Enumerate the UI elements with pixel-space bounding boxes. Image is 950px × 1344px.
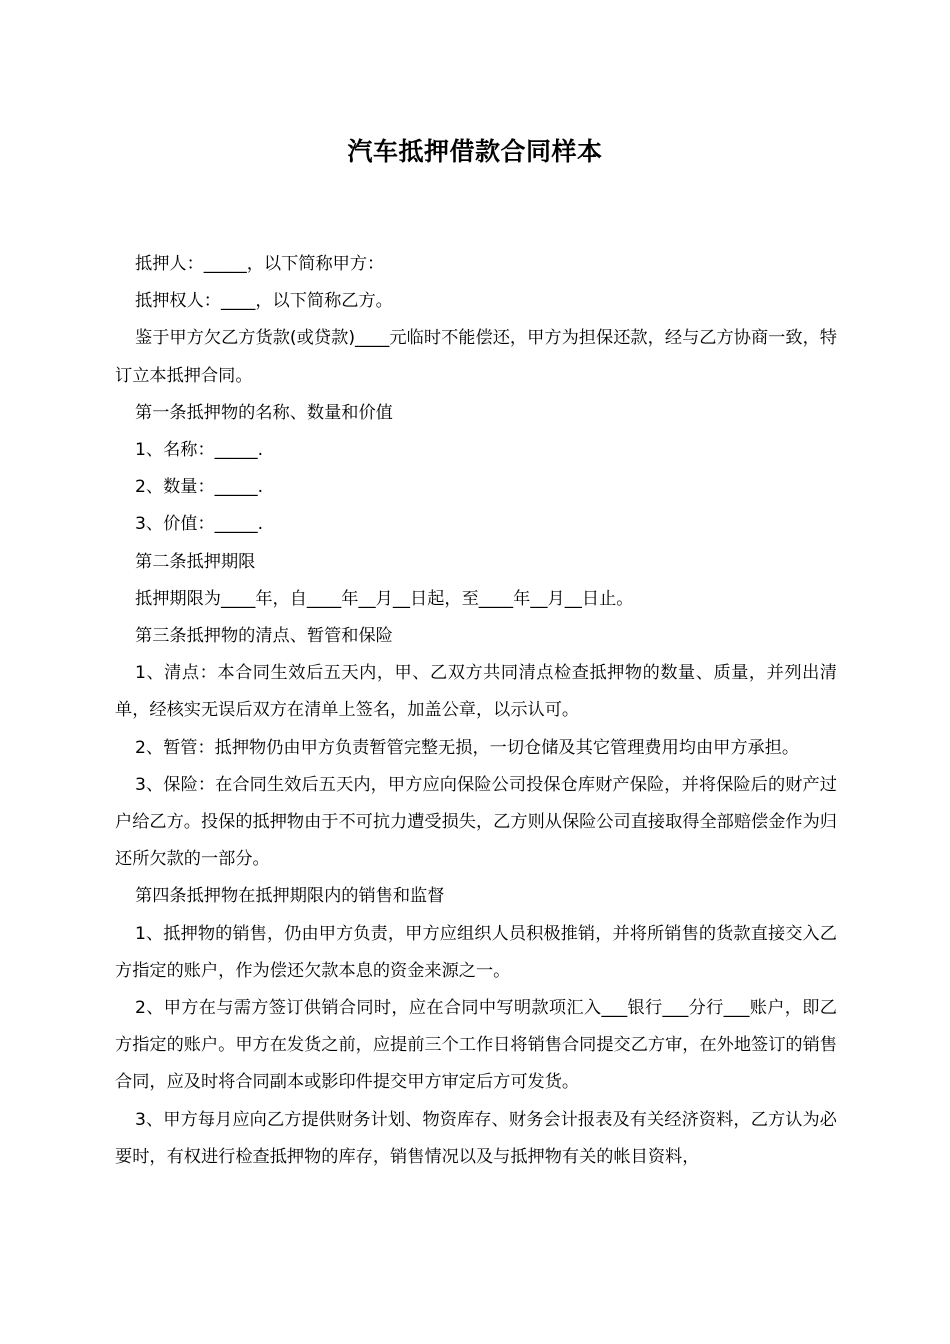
article-2-term: 抵押期限为____年，自____年__月__日起，至____年__月__日止。: [135, 588, 634, 609]
paragraph-preamble: 鉴于甲方欠乙方货款(或贷款)____元临时不能偿还，甲方为担保还款，经与乙方协商一致，特订立本抵押合同。: [115, 328, 837, 386]
paragraph-mortgagee: 抵押权人：____，以下简称乙方。: [135, 291, 393, 312]
document-title: 汽车抵押借款合同样本: [347, 137, 603, 166]
article-4-heading: 第四条抵押物在抵押期限内的销售和监督: [135, 886, 445, 907]
article-2-heading: 第二条抵押期限: [135, 551, 256, 572]
article-1-heading: 第一条抵押物的名称、数量和价值: [135, 402, 393, 423]
article-1-item-quantity: 2、数量：_____.: [135, 477, 264, 498]
article-1-item-name: 1、名称：_____.: [135, 440, 264, 461]
article-4-item-contracts: 2、甲方在与需方签订供销合同时，应在合同中写明款项汇入___银行___分行___账户，即乙方指定的账户。甲方在发货之前，应提前三个工作日将销售合同提交乙方审，在外地签订的销售合同，应及时将合同副本或影印件提交甲方审定后方可发货。: [115, 998, 837, 1093]
article-3-item-insurance: 3、保险：在合同生效后五天内，甲方应向保险公司投保仓库财产保险，并将保险后的财产过户给乙方。投保的抵押物由于不可抗力遭受损失，乙方则从保险公司直接取得全部赔偿金作为归还所欠款的一部分。: [115, 774, 837, 870]
article-1-item-value: 3、价值：_____.: [135, 514, 264, 535]
article-4-item-sales: 1、抵押物的销售，仍由甲方负责，甲方应组织人员积极推销，并将所销售的货款直接交入乙方指定的账户，作为偿还欠款本息的资金来源之一。: [115, 923, 837, 981]
article-3-heading: 第三条抵押物的清点、暂管和保险: [135, 626, 393, 647]
document-body: [115, 246, 837, 1176]
article-4-item-reports: 3、甲方每月应向乙方提供财务计划、物资库存、财务会计报表及有关经济资料，乙方认为必要时，有权进行检查抵押物的库存，销售情况以及与抵押物有关的帐目资料，: [115, 1109, 837, 1167]
article-3-item-custody: 2、暂管：抵押物仍由甲方负责暂管完整无损，一切仓储及其它管理费用均由甲方承担。: [135, 737, 800, 758]
paragraph-mortgagor: 抵押人：_____，以下简称甲方：: [135, 254, 385, 274]
article-3-item-inventory: 1、清点：本合同生效后五天内，甲、乙双方共同清点检查抵押物的数量、质量，并列出清单，经核实无误后双方在清单上签名，加盖公章，以示认可。: [115, 663, 837, 721]
